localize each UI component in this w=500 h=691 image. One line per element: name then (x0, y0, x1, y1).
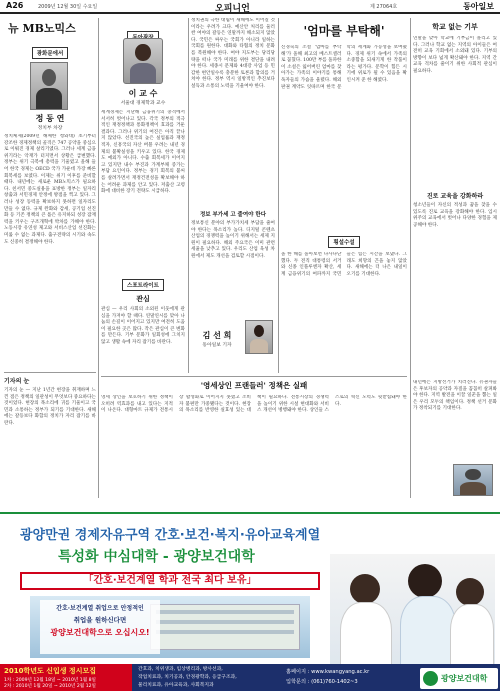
column-5b (413, 380, 497, 498)
section-body: 청소년들이 자신의 적성과 꿈을 찾을 수 있도록 진로 교육을 강화해야 한다. 입시 위주의 교육에서 벗어나 다양한 경험을 제공해야 한다. (413, 203, 497, 228)
column-label: 스포트라이트 (122, 279, 164, 291)
dept-list-1: 간호과, 치위생과, 임상병리과, 방사선과, (138, 667, 223, 672)
author-photo (245, 320, 273, 354)
section-body: 내년에는 지방선거가 치러진다. 유권자들은 후보자의 공약과 자질을 꼼꼼히 살펴봐야 한다. 지역 발전을 이끌 일꾼을 뽑는 일은 우리 모두의 책임이다. 정책 선거 문화가 정착되기를 기대한다. (413, 380, 497, 412)
section-body: 정보통신 분야의 부가가치세 부담을 줄여야 한다는 목소리가 높다. 디지털 콘텐츠 산업의 경쟁력을 높이기 위해서는 세제 지원이 필요하다. 해외 주요국은 이미 관련 세율을 낮추고 있다. 우리도 산업 육성 차원에서 제도 개선을 검토할 시점이다. (191, 221, 275, 259)
author-title: 서울대 경제학과 교수 (120, 101, 166, 106)
dept-list-2: 작업치료과, 치기공과, 안경광학과, 응급구조과, (138, 675, 237, 680)
column-label: 횡설수설 (328, 236, 359, 248)
column-headline: 뉴 MB노믹스 (8, 22, 76, 35)
column-3 (191, 18, 275, 313)
dept-list-3: 물리치료과, 유아교육과, 사회복지과 (138, 683, 214, 688)
college-logo-text: 광양보건대학 (441, 674, 488, 683)
column-5 (413, 18, 497, 373)
issue-number: 제 27064호 (370, 4, 398, 10)
admission-title: 2010학년도 신입생 정시모집 (4, 667, 96, 675)
advertisement (0, 512, 500, 691)
ad-slogan-2: 취업을 원하신다면 (73, 616, 127, 624)
admission-line-2: 2차 : 2010년 1월 20일 ~ 2010년 2월 12일 (4, 684, 96, 689)
author-name: 이 교 수 (128, 88, 158, 98)
column-body: 신경숙의 소설 '엄마를 부탁해'가 올해 최고의 베스트셀러로 꼽혔다. 100만 부를 돌파한 이 소설은 잃어버린 엄마를 찾아가는 가족의 이야기를 통해 독자들의 가슴을 울렸다. 해외 판권 계약도 잇따르며 한국 문학의 세계화 가능성을 보여줬다. 경제 위기 속에서 가족의 소중함을 되새기게 한 작품이라는 평가다. 문학이 힘든 시기에 위로가 될 수 있음을 확인시켜 준 한 해였다. (281, 45, 407, 90)
ad-slogan-1: 간호·보건계열 취업으로 안정적인 (56, 605, 144, 612)
ad-slogan-box (40, 600, 160, 654)
column-headline: '엄마를 부탁해' (303, 24, 385, 38)
article-headline: '영세상인 프랜들러' 정책은 실패 (200, 381, 308, 390)
author-title: 동아일보 기자 (202, 343, 232, 348)
nurse-photo (330, 554, 495, 664)
bottom-article (101, 380, 407, 498)
column-label: 광화문에서 (32, 47, 69, 59)
column-3b (191, 318, 275, 373)
section-headline: 기자의 눈 (4, 378, 30, 385)
section-body: 관심 — 우리 사회의 소외된 이웃에게 관심을 가져야 할 때다. 연말연시를 맞아 나눔의 손길이 이어지고 있지만 여전히 도움이 필요한 곳은 많다. 작은 관심이 큰 변화를 만든다. 기부 문화가 일회성에 그치지 않고 생활 속에 자리 잡기를 바란다. (101, 307, 185, 345)
author-title: 정치부 차장 (37, 126, 63, 131)
column-1b (4, 376, 96, 496)
column-body: 정치권의 극한 대립이 새해에도 이어질 것이라는 우려가 크다. 예산안 처리를 둘러싼 여야의 갈등은 연말까지 해소되지 않았다. 국민은 싸우는 국회가 아니라 일하는 국회를 원한다. 대화와 타협의 정치 문화를 복원해야 한다. 여야 지도부는 당리당략을 떠나 국가 미래를 위한 결단을 내려야 한다. 세종시 문제와 4대강 사업 등 민감한 현안일수록 충분한 토론과 합의를 거쳐야 한다. 정부 역시 일방적인 추진보다 설득과 소통의 노력을 기울여야 한다. (191, 18, 275, 89)
section-body: 올 한 해를 돌아보면 다사다난했다. 두 전직 대통령의 서거와 신종 인플루엔자 확산, 세계 금융위기의 여파까지 국민들은 힘든 시간을 보냈다. 그래도 희망의 끈을 놓지 않았다. 새해에는 더 나은 내일이 오기를 기대한다. (281, 252, 407, 277)
article-body: 영세 상인을 보호하기 위한 정책이 오히려 역효과를 내고 있다는 지적이 나온다. 대형마트 규제가 전통시장 활성화로 이어지지 못했고 소비자 불편만 가중됐다는 것이다. 현장의 목소리를 반영한 실효성 있는 대책이 필요하다. 전통시장의 경쟁력을 높이기 위한 시설 현대화와 서비스 개선이 병행돼야 한다. 상인들 스스로의 혁신 노력도 뒷받침돼야 한다. (101, 395, 407, 414)
page-number: A26 (6, 1, 24, 10)
admission-box (0, 664, 500, 691)
ad-slogan-3: 광양보건대학으로 오십시오! (50, 628, 150, 637)
section-title: 오피니언 (215, 4, 250, 14)
section-subhead: 정보 부가세 고 줄여야 한다 (199, 212, 267, 218)
column-body: 연말을 맞아 학교에 기부금이 몰리고 있다. 그러나 학교 없는 지역의 아이들은 여전히 교육 기회에서 소외돼 있다. 기부의 방향이 보다 넓게 확산돼야 한다. 지역 간 교육 격차를 줄이기 위한 사회적 관심이 필요하다. (413, 36, 497, 74)
column-headline: 학교 없는 기부 (432, 22, 478, 31)
ad-banner: 「간호·보건계열 학과 전국 최다 보유」 (20, 572, 320, 590)
section-subhead: 진로 교육을 강화하라 (426, 193, 484, 200)
author-name: 정 동 연 (35, 113, 65, 123)
column-1 (4, 18, 96, 368)
author-photo (123, 38, 163, 84)
ad-headline-1: 광양만권 경제자유구역 간호·보건·복지·유아교육계열 (20, 528, 321, 543)
column-2b (101, 272, 185, 372)
masthead (0, 0, 500, 14)
author-photo (30, 62, 68, 110)
column-4 (281, 18, 407, 373)
column-2 (101, 18, 185, 268)
college-logo-icon (423, 671, 438, 686)
column-body: 정치체제(2009년 해체한 청와대) 초기부터 강조한 경제정책의 골격은 747 공약을 중심으로 이뤄진 경제 살리기였다. 그러나 세계 금융위기라는 악재가 터지면서 상황은 급변했다. 정부는 위기 극복에 총력을 기울였고 올해 들어 한국 경제는 OECD 국가 가운데 가장 빠른 회복세를 보였다. 이제는 위기 이후를 준비할 때다. 내년에는 새로운 MB노믹스가 필요하다. 친서민 중도실용을 표방한 정부는 일자리 창출과 서민경제 안정에 방점을 찍고 있다. 그러나 성장 동력을 확보하지 못하면 일자리도 만들 수 없다. 규제 완화와 감세, 공기업 선진화 등 기존 정책의 큰 틀은 유지하되 성장 잠재력을 키우는 구조개혁에 박차를 가해야 한다. 노동시장 유연성 제고와 서비스산업 선진화는 미룰 수 없는 과제다. 출구전략의 시기와 속도도 신중히 결정해야 한다. (4, 134, 96, 245)
issue-date: 2009년 12월 30일 수요일 (38, 4, 98, 10)
photo (453, 464, 493, 496)
homepage-link[interactable]: 홈페이지 : www.kwangyang.ac.kr (286, 669, 370, 675)
paper-name: 동아일보 (463, 2, 494, 11)
phone-number: 입학문의 : (061)760-1402~3 (286, 679, 358, 685)
ad-headline-2: 특성화 中심대학 - 광양보건대학 (58, 549, 255, 565)
admission-line-1: 1차 : 2009년 12월 18일 ~ 2010년 1월 8일 (4, 678, 96, 683)
column-body: 세계경제는 지난해 금융위기의 충격에서 서서히 벗어나고 있다. 각국 정부의 적극적인 재정정책과 통화정책이 효과를 거둔 결과다. 그러나 위기의 여진은 아직 끝나지 않았다. 선진국의 높은 실업률과 재정적자, 신흥국의 자산 버블 우려는 내년 경제의 불확실성을 키우고 있다. 한국 경제도 예외가 아니다. 수출 회복세가 이어지고 있지만 내수 부진과 가계부채 증가는 부담 요인이다. 정부는 경기 회복의 불씨를 살려가면서 재정건전성을 확보해야 하는 어려운 과제를 안고 있다. 저출산 고령화에 대비한 장기 전략도 시급하다. (101, 110, 185, 195)
section-body: 기자의 눈 — 지난 1년간 현장을 취재하며 느낀 점은 정책의 일관성이 무엇보다 중요하다는 것이었다. 현장의 목소리에 귀를 기울이고 국민과 소통하는 정부가 되기를 기대한다. 새해에는 갈등보다 화합의 정치가 자리 잡기를 바란다. (4, 388, 96, 426)
author-name: 김 선 희 (202, 330, 232, 340)
section-headline: 관심 (136, 294, 150, 303)
